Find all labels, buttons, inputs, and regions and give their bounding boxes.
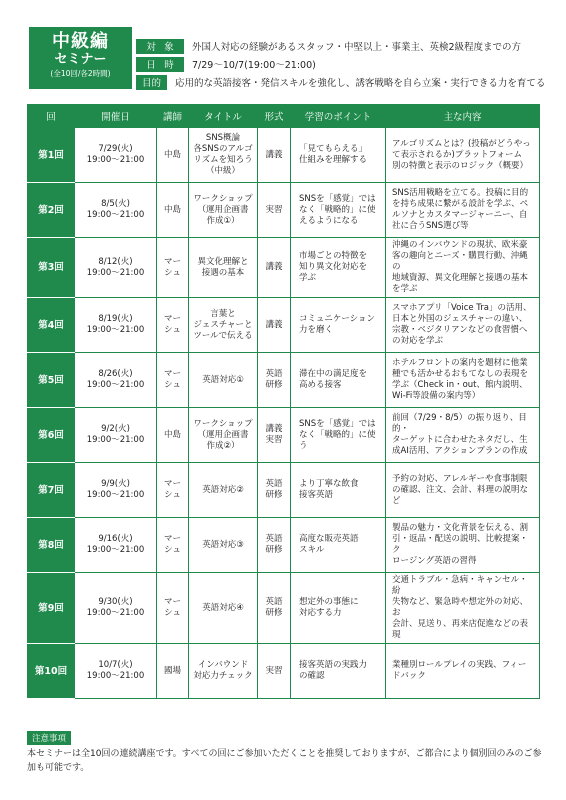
cell-line: 9/9(火): [101, 479, 130, 489]
cell-line: 講義: [265, 424, 283, 434]
cell-lecturer: 中島: [157, 183, 189, 238]
info-value-datetime: 7/29〜10/7(19:00〜21:00): [192, 60, 316, 71]
cell-line: インバウンド: [197, 660, 249, 670]
header-learning-point: 学習のポイント: [291, 105, 386, 128]
cell-title: [189, 183, 258, 238]
cell-line: 9/2(火): [101, 424, 130, 434]
cell-line: 研修: [265, 545, 283, 555]
cell-line: Wi-Fi等設備の案内等）: [392, 391, 481, 401]
header-title: タイトル: [189, 105, 258, 128]
cell-line: 高める接客: [299, 380, 342, 390]
cell-line: （運用企画書: [197, 204, 249, 215]
cell-line: 英語: [265, 534, 283, 544]
cell-session: 第6回: [28, 408, 75, 463]
cell-date: [75, 644, 157, 699]
cell-line: 言葉と: [210, 308, 236, 319]
cell-title: [189, 518, 258, 573]
cell-session: 第7回: [28, 463, 75, 518]
cell-line: 英語対応④: [202, 602, 244, 613]
cell-line: 力を磨く: [299, 325, 334, 335]
cell-line: ツールで伝える: [193, 330, 253, 341]
cell-line: 各SNSのアルゴ: [193, 144, 253, 154]
cell-line: の確認、注文、会計、料理の説明など: [392, 484, 529, 506]
cell-line: より丁寧な飲食: [299, 479, 359, 489]
cell-line: 滞在中の満足度を: [299, 369, 368, 379]
cell-line: ターゲットに合わせたネタだし、生: [392, 435, 528, 445]
cell-content: [386, 644, 540, 699]
cell-line: えるようになる: [299, 215, 359, 226]
cell-content: [386, 463, 540, 518]
cell-line: ホテルフロントの案内を題材に他業: [392, 358, 528, 368]
cell-title: [189, 644, 258, 699]
cell-line: 8/12(火): [98, 256, 133, 267]
cell-format: [258, 408, 291, 463]
header-lecturer: 講師: [157, 105, 189, 128]
cell-lecturer: マーシュ: [157, 573, 189, 644]
cell-learning-point: [291, 238, 386, 298]
notes-text: 本セミナーは全10回の連続講座です。すべての回にご参加いただくことを推奨しておりますが、ご都合により個別回のみのご参加も可能です。: [27, 749, 542, 773]
cell-learning-point: [291, 183, 386, 238]
cell-line: 19:00〜21:00: [86, 608, 145, 618]
info-row-purpose: [136, 74, 546, 90]
cell-line: の確認: [299, 671, 325, 681]
cell-content: [386, 238, 540, 298]
cell-content: [386, 353, 540, 408]
cell-line: 業種別ロールプレイの実践、フィー: [392, 660, 527, 670]
cell-line: 社に合うSNS選び等: [392, 221, 469, 231]
info-label: 目 的: [136, 75, 167, 90]
cell-line: 英語: [265, 369, 283, 379]
info-label: 対 象: [136, 39, 184, 54]
table-row: [28, 518, 540, 573]
cell-lecturer: 中島: [157, 128, 189, 183]
table-row: [28, 644, 540, 699]
cell-date: [75, 183, 157, 238]
cell-line: 失物など、緊急時や想定外の対応、お: [392, 597, 529, 618]
cell-line: 10/7(火): [98, 660, 133, 670]
header-content: 主な内容: [386, 105, 540, 128]
cell-line: 種でも活かせるおもてなしの表現を: [392, 369, 529, 379]
table-row: [28, 183, 540, 238]
cell-line: ワークショップ: [193, 193, 253, 204]
cell-line: 英語対応①: [202, 374, 244, 385]
table-row: [28, 238, 540, 298]
cell-line: 学ぶ: [299, 273, 317, 283]
cell-line: 高度な販売英語: [299, 534, 359, 544]
cell-line: 英語対応③: [202, 539, 244, 550]
cell-line: 作成②）: [206, 440, 240, 451]
cell-content: [386, 298, 540, 353]
cell-line: 9/16(火): [98, 534, 133, 544]
cell-session: 第1回: [28, 128, 75, 183]
cell-line: 9/30(火): [98, 597, 133, 607]
table-row: [28, 298, 540, 353]
cell-lecturer: 國場: [157, 644, 189, 699]
cell-learning-point: [291, 463, 386, 518]
cell-date: [75, 408, 157, 463]
cell-session: 第2回: [28, 183, 75, 238]
cell-session: 第4回: [28, 298, 75, 353]
cell-learning-point: [291, 408, 386, 463]
cell-line: 交通トラブル・急病・キャンセル・紛: [392, 575, 528, 596]
seminar-subtitle: セミナー: [54, 52, 107, 67]
cell-line: 想定外の事態に: [299, 597, 359, 607]
info-value-target: 外国人対応の経験があるスタッフ・中堅以上・事業主、英検2級程度までの方: [192, 42, 522, 53]
cell-line: （中級）: [205, 166, 240, 176]
cell-line: 別の特徴と表示のロジック（概要）: [392, 160, 529, 171]
cell-line: 対応する力: [299, 608, 342, 618]
cell-line: ドバック: [392, 671, 426, 681]
table-row: [28, 408, 540, 463]
cell-line: 講義: [265, 262, 283, 272]
cell-line: 異文化理解と: [197, 256, 249, 267]
seminar-session-note: (全10回/各2時間): [50, 69, 111, 78]
cell-learning-point: [291, 298, 386, 353]
cell-line: 成AI活用、アクションプランの作成: [392, 446, 528, 456]
seminar-info: [136, 38, 546, 92]
cell-content: [386, 518, 540, 573]
cell-session: 第8回: [28, 518, 75, 573]
cell-date: [75, 463, 157, 518]
cell-lecturer: マーシュ: [157, 298, 189, 353]
cell-line: 7/29(火): [98, 144, 133, 154]
schedule-body: [28, 128, 540, 699]
cell-line: 仕組みを理解する: [299, 155, 368, 165]
cell-line: コミュニケーション: [299, 314, 375, 324]
cell-format: [258, 238, 291, 298]
cell-line: 講義: [265, 149, 283, 160]
cell-line: 実習: [265, 204, 283, 215]
cell-learning-point: [291, 518, 386, 573]
cell-line: 19:00〜21:00: [86, 210, 145, 220]
cell-line: （運用企画書: [197, 429, 249, 440]
cell-format: [258, 463, 291, 518]
cell-line: 予約の対応、アレルギーや食事制限: [392, 473, 528, 484]
cell-line: アルゴリズムとは？(投稿がどうやっ: [392, 138, 531, 149]
info-row-target: [136, 38, 538, 54]
schedule-table: [27, 104, 540, 699]
table-row: [28, 463, 540, 518]
cell-content: [386, 573, 540, 644]
cell-line: 研修: [265, 490, 283, 500]
cell-line: 英語対応②: [202, 484, 244, 495]
table-row: [28, 353, 540, 408]
cell-format: [258, 128, 291, 183]
schedule-header-row: [28, 105, 540, 128]
cell-line: 19:00〜21:00: [86, 267, 145, 278]
cell-date: [75, 573, 157, 644]
cell-line: なく「戦略的」に使う: [299, 429, 376, 451]
cell-line: 実習: [265, 435, 283, 445]
cell-line: 実習: [265, 665, 283, 676]
cell-line: 研修: [265, 608, 283, 618]
cell-date: [75, 298, 157, 353]
cell-date: [75, 238, 157, 298]
cell-line: 8/19(火): [98, 314, 133, 324]
cell-lecturer: マーシュ: [157, 353, 189, 408]
cell-line: 前回（7/29・8/5）の振り返り、目的・: [392, 413, 527, 434]
cell-line: ジェスチャーと: [193, 319, 253, 330]
seminar-title-box: [29, 27, 132, 89]
cell-title: [189, 298, 258, 353]
cell-lecturer: マーシュ: [157, 238, 189, 298]
cell-title: [189, 463, 258, 518]
cell-lecturer: マーシュ: [157, 463, 189, 518]
cell-line: 英語: [265, 479, 283, 489]
cell-line: リズムを知ろう: [193, 155, 253, 165]
cell-line: 19:00〜21:00: [86, 545, 145, 555]
cell-title: [189, 128, 258, 183]
cell-line: SNS活用戦略を立てる。投稿に目的: [392, 188, 529, 198]
header-format: 形式: [258, 105, 291, 128]
cell-line: の対応を学ぶ: [392, 336, 444, 346]
cell-format: [258, 353, 291, 408]
cell-line: 市場ごとの特徴を: [299, 251, 368, 261]
cell-line: 客の趣向とニーズ・購買行動、沖縄の: [392, 251, 528, 272]
cell-line: 19:00〜21:00: [86, 325, 145, 335]
cell-line: を持ち成果に繋がる設計を学ぶ、ペ: [392, 199, 529, 209]
cell-line: て表示されるか)プラットフォーム: [392, 149, 522, 160]
cell-line: 研修: [265, 380, 283, 390]
cell-line: スマホアプリ「Voice Tra」の活用、: [392, 303, 532, 313]
info-value-purpose: 応用的な英語接客・発信スキルを強化し、誘客戦略を自ら立案・実行できる力を育てる: [175, 78, 546, 89]
cell-line: 8/5(火): [101, 199, 130, 209]
cell-session: 第5回: [28, 353, 75, 408]
cell-line: 19:00〜21:00: [86, 435, 145, 445]
header-session: 回: [28, 105, 75, 128]
cell-date: [75, 518, 157, 573]
cell-line: 英語: [265, 597, 283, 607]
cell-line: 地域資源、異文化理解と接遇の基本: [392, 273, 529, 283]
cell-date: [75, 353, 157, 408]
cell-content: [386, 128, 540, 183]
cell-session: 第10回: [28, 644, 75, 699]
cell-format: [258, 298, 291, 353]
cell-format: [258, 644, 291, 699]
cell-line: 接遇の基本: [201, 267, 245, 278]
cell-title: [189, 238, 258, 298]
cell-line: 日本と外国のジェスチャーの違い、: [392, 314, 528, 324]
cell-line: SNSを「感覚」では: [299, 418, 376, 429]
cell-session: 第9回: [28, 573, 75, 644]
cell-line: なく「戦略的」に使: [299, 204, 376, 215]
cell-lecturer: マーシュ: [157, 518, 189, 573]
notes-label: 注意事項: [27, 731, 71, 745]
cell-line: 対応力チェック: [193, 671, 253, 681]
header-date: 開催日: [75, 105, 157, 128]
cell-line: 19:00〜21:00: [86, 490, 145, 500]
cell-content: [386, 408, 540, 463]
cell-learning-point: [291, 644, 386, 699]
cell-line: 講義: [265, 319, 283, 330]
cell-line: スキル: [299, 545, 325, 555]
cell-format: [258, 518, 291, 573]
cell-line: 引・返品・配送の説明、比較提案・ク: [392, 534, 529, 555]
cell-line: 宗教・ベジタリアンなどの食習慣へ: [392, 325, 528, 335]
table-row: [28, 573, 540, 644]
cell-line: 知り異文化対応を: [299, 262, 368, 272]
info-row-datetime: [136, 56, 538, 72]
cell-session: 第3回: [28, 238, 75, 298]
cell-title: [189, 353, 258, 408]
cell-format: [258, 573, 291, 644]
cell-title: [189, 573, 258, 644]
cell-line: 「見てもらえる」: [299, 144, 368, 154]
cell-line: SNSを「感覚」では: [299, 193, 376, 204]
cell-line: 8/26(火): [98, 369, 133, 379]
cell-line: 学ぶ（Check in・out、館内説明、: [392, 380, 528, 390]
seminar-title: 中級編: [52, 31, 109, 52]
cell-line: 接客英語の実践力: [299, 660, 368, 670]
cell-date: [75, 128, 157, 183]
cell-content: [386, 183, 540, 238]
cell-format: [258, 183, 291, 238]
cell-line: SNS概論: [205, 133, 241, 143]
cell-title: [189, 408, 258, 463]
cell-line: ロージング英語の習得: [392, 556, 477, 566]
cell-line: ルソナとカスタマージャーニー、自: [392, 210, 528, 220]
cell-line: 19:00〜21:00: [86, 380, 145, 390]
cell-line: を学ぶ: [392, 284, 418, 294]
cell-lecturer: 中島: [157, 408, 189, 463]
cell-learning-point: [291, 128, 386, 183]
cell-line: ワークショップ: [193, 418, 253, 429]
cell-learning-point: [291, 353, 386, 408]
cell-learning-point: [291, 573, 386, 644]
cell-line: 製品の魅力・文化背景を伝える、割: [392, 523, 529, 533]
table-row: [28, 128, 540, 183]
cell-line: 19:00〜21:00: [86, 155, 145, 165]
cell-line: 沖縄のインバウンドの現状、欧米豪: [392, 240, 528, 250]
info-label: 日 時: [136, 57, 184, 72]
cell-line: 接客英語: [299, 490, 334, 500]
cell-line: 会計、見送り、再来店促進などの表現: [392, 619, 529, 640]
cell-line: 作成①）: [206, 215, 240, 226]
cell-line: 19:00〜21:00: [86, 671, 145, 681]
